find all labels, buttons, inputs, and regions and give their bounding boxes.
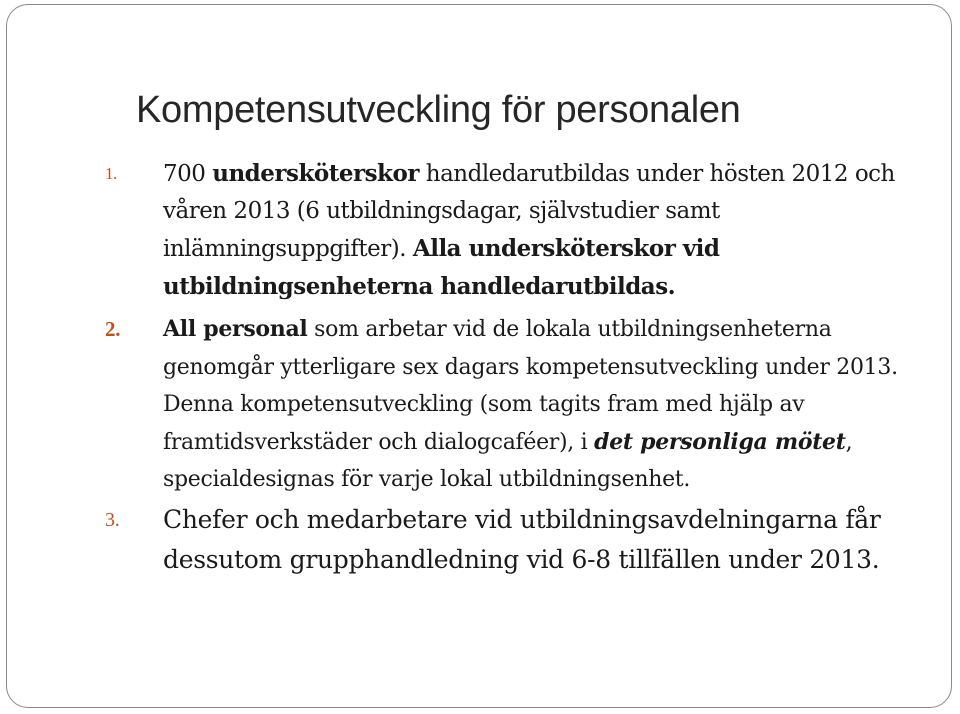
list-number: 3. <box>105 508 120 531</box>
list-item-3 <box>101 500 901 580</box>
numbered-list <box>101 155 901 580</box>
list-number: 1. <box>105 164 117 183</box>
slide-title: Kompetensutveckling för personalen <box>136 89 741 131</box>
item-text: 700 undersköterskor handledarutbildas under hösten 2012 och våren 2013 (6 utbildningsdagar, självstudier samt inlämningsuppgifter). Alla undersköterskor vid utbildningsenheterna handledarutbildas. <box>163 160 895 300</box>
item-text: All personal som arbetar vid de lokala utbildningsenheterna genomgår ytterligare sex dagars kompetensutveckling under 2013. Denna kompetensutveckling (som tagits fram med hjälp av framtidsverkstäder och dialogcaféer), i det personliga mötet, specialdesignas för varje lokal utbildningsenhet. <box>163 316 898 492</box>
list-item-1 <box>101 155 901 306</box>
slide <box>6 4 952 708</box>
item-text: Chefer och medarbetare vid utbildningsavdelningarna får dessutom grupphandledning vid 6-8 tillfällen under 2013. <box>163 504 881 574</box>
list-item-2 <box>101 311 901 499</box>
list-number: 2. <box>105 317 121 341</box>
